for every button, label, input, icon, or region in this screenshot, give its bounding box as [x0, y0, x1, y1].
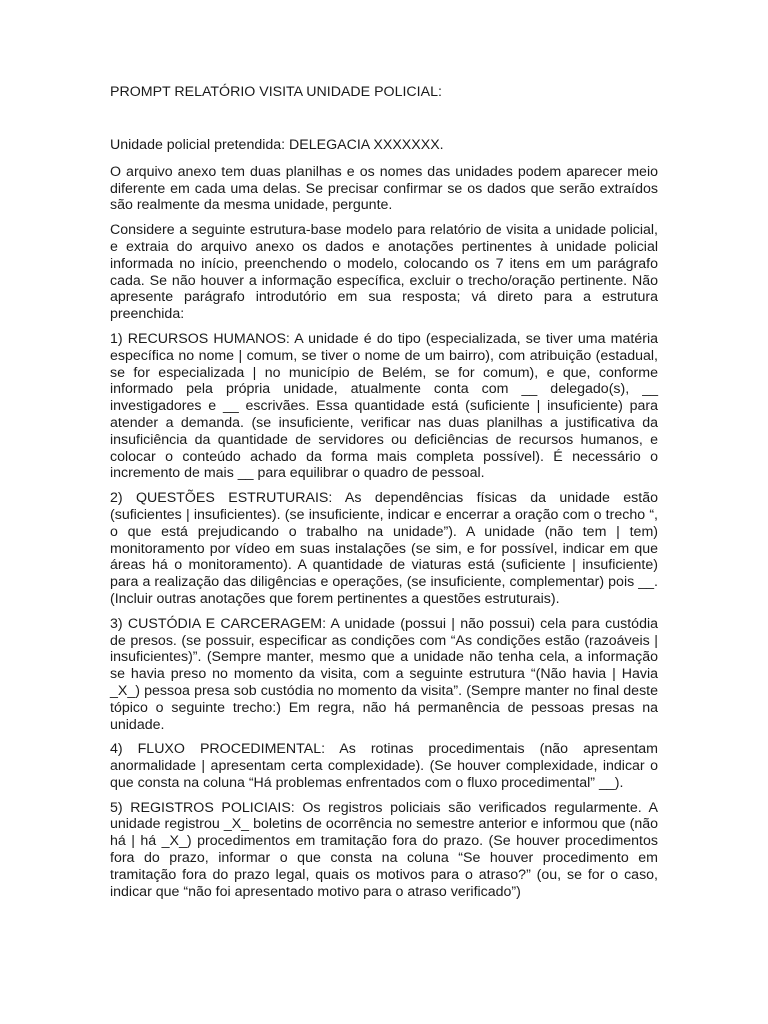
paragraph-procedural-flow: 4) FLUXO PROCEDIMENTAL: As rotinas procedimentais (não apresentam anormalidade | apresentam certa complexidade). (Se houver complexidade, indicar o que consta na coluna “Há problemas enfrentados com o fluxo procedimental” __).	[110, 741, 658, 791]
paragraph-attachment-note: O arquivo anexo tem duas planilhas e os nomes das unidades podem aparecer meio diferente em cada uma delas. Se precisar confirmar se os dados que serão extraídos são realmente da mesma unidade, pergunte.	[110, 163, 658, 214]
paragraph-structural-issues: 2) QUESTÕES ESTRUTURAIS: As dependências físicas da unidade estão (suficientes | insuficientes). (se insuficiente, indicar e encerrar a oração com o trecho “, o que está prejudicando o trabalho na unidade”). A unidade (não tem | tem) monitoramento por vídeo em suas instalações (se sim, e for possível, indicar em que áreas há o monitoramento). A quantidade de viaturas está (suficiente | insuficiente) para a realização das diligências e operações, (se insuficiente, complementar) pois __. (Incluir outras anotações que forem pertinentes a questões estruturais).	[110, 490, 658, 607]
paragraph-police-records: 5) REGISTROS POLICIAIS: Os registros policiais são verificados regularmente. A unidade registrou _X_ boletins de ocorrência no semestre anterior e informou que (não há | há _X_) procedimentos em tramitação fora do prazo. (Se houver procedimentos fora do prazo, informar o que consta na coluna “Se houver procedimento em tramitação fora do prazo legal, quais os motivos para o atraso?” (ou, se for o caso, indicar que “não foi apresentado motivo para o atraso verificado”)	[110, 799, 658, 900]
document-page	[110, 84, 658, 908]
paragraph-custody: 3) CUSTÓDIA E CARCERAGEM: A unidade (possui | não possui) cela para custódia de presos. (se possuir, especificar as condições com “As condições estão (razoáveis | insuficientes)”. (Sempre manter, mesmo que a unidade não tenha cela, a informação se havia preso no momento da visita, com a seguinte estrutura “(Não havia | Havia _X_) pessoa presa sob custódia no momento da visita”. (Sempre manter no final deste tópico o seguinte trecho:) Em regra, não há permanência de pessoas presas na unidade.	[110, 615, 658, 733]
document-title: PROMPT RELATÓRIO VISITA UNIDADE POLICIAL:	[110, 84, 442, 100]
paragraph-human-resources: 1) RECURSOS HUMANOS: A unidade é do tipo (especializada, se tiver uma matéria específica no nome | comum, se tiver o nome de um bairro), com atribuição (estadual, se for especializada | no município de Belém, se for comum), e que, conforme informado pela própria unidade, atualmente conta com __ delegado(s), __ investigadores e __ escrivães. Essa quantidade está (suficiente | insuficiente) para atender a demanda. (se insuficiente, verificar nas duas planilhas a justificativa da insuficiência da quantidade de servidores ou deficiências de recursos humanos, e colocar o conteúdo achado da forma mais completa possível). É necessário o incremento de mais __ para equilibrar o quadro de pessoal.	[110, 330, 658, 482]
paragraph-target-unit: Unidade policial pretendida: DELEGACIA XXXXXXX.	[110, 137, 444, 153]
paragraph-instructions: Considere a seguinte estrutura-base modelo para relatório de visita a unidade policial, e extraia do arquivo anexo os dados e anotações pertinentes à unidade policial informada no início, preenchendo o modelo, colocando os 7 itens em um parágrafo cada. Se não houver a informação específica, excluir o trecho/oração pertinente. Não apresente parágrafo introdutório em sua resposta; vá direto para a estrutura preenchida:	[110, 222, 658, 323]
